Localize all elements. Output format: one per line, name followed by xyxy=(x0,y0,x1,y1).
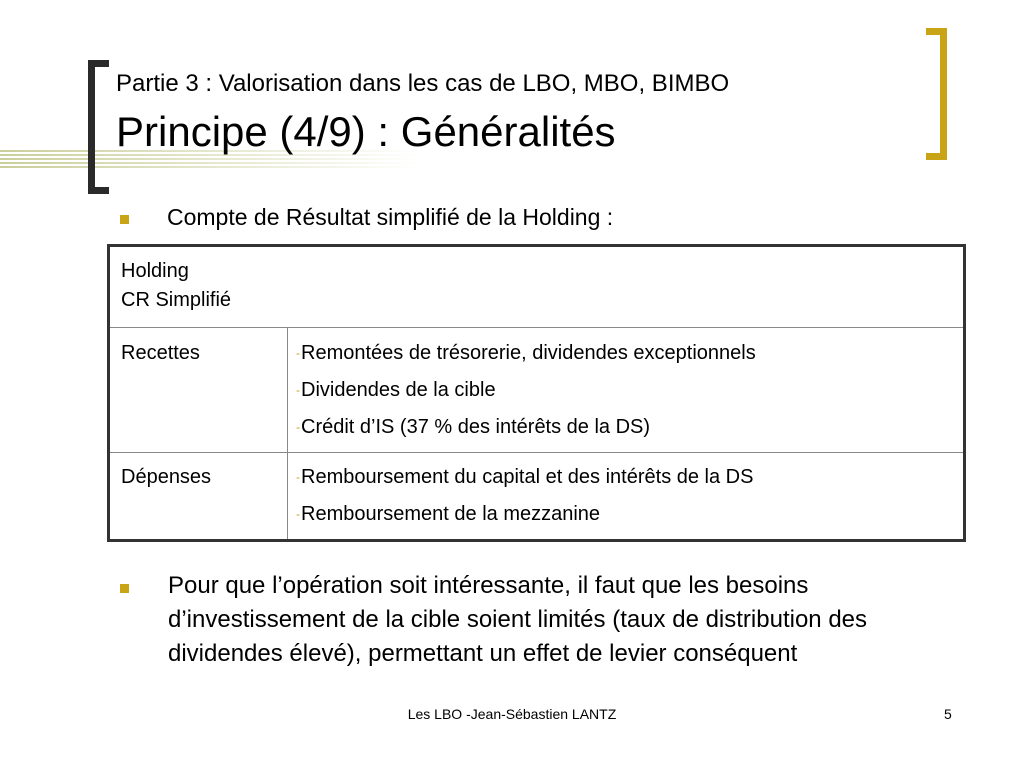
page-number: 5 xyxy=(944,706,952,722)
row-content-recettes xyxy=(288,328,965,453)
dash-marker: - xyxy=(296,420,300,434)
list-item: -Remboursement du capital et des intérêts de la DS xyxy=(296,466,754,488)
list-item: -Remboursement de la mezzanine xyxy=(296,503,601,525)
row-content-depenses xyxy=(288,453,965,541)
header-line-cr: CR Simplifié xyxy=(121,289,232,311)
income-statement-table xyxy=(107,244,966,542)
dash-marker: - xyxy=(296,383,300,397)
slide-footer: Les LBO -Jean-Sébastien LANTZ xyxy=(407,706,617,722)
header-line-holding: Holding xyxy=(121,260,189,282)
bullet-text-1: Compte de Résultat simplifié de la Holding : xyxy=(167,204,614,230)
list-item: -Remontées de trésorerie, dividendes exceptionnels xyxy=(296,342,756,364)
bullet-square-icon xyxy=(120,215,129,224)
table-row xyxy=(109,328,965,453)
slide-subtitle: Partie 3 : Valorisation dans les cas de LBO, MBO, BIMBO xyxy=(116,70,730,97)
table-header-row xyxy=(109,246,965,328)
right-bracket-decoration xyxy=(926,28,947,160)
bullet-square-icon xyxy=(120,584,129,593)
dash-marker: - xyxy=(296,470,300,484)
list-item: -Dividendes de la cible xyxy=(296,379,496,401)
dash-marker: - xyxy=(296,346,300,360)
table-header-cell xyxy=(109,246,965,328)
left-bracket-decoration xyxy=(88,60,109,194)
dash-marker: - xyxy=(296,507,300,521)
slide-title: Principe (4/9) : Généralités xyxy=(116,108,616,155)
bullet-text-2: Pour que l’opération soit intéressante, il faut que les besoins d’investissement de la cible soient limités (taux de distribution des dividendes élevé), permettant un effet de levier conséquent xyxy=(168,572,868,667)
row-label-depenses: Dépenses xyxy=(109,453,288,541)
row-label-recettes: Recettes xyxy=(109,328,288,453)
table-row xyxy=(109,453,965,541)
list-item: -Crédit d’IS (37 % des intérêts de la DS) xyxy=(296,416,651,438)
